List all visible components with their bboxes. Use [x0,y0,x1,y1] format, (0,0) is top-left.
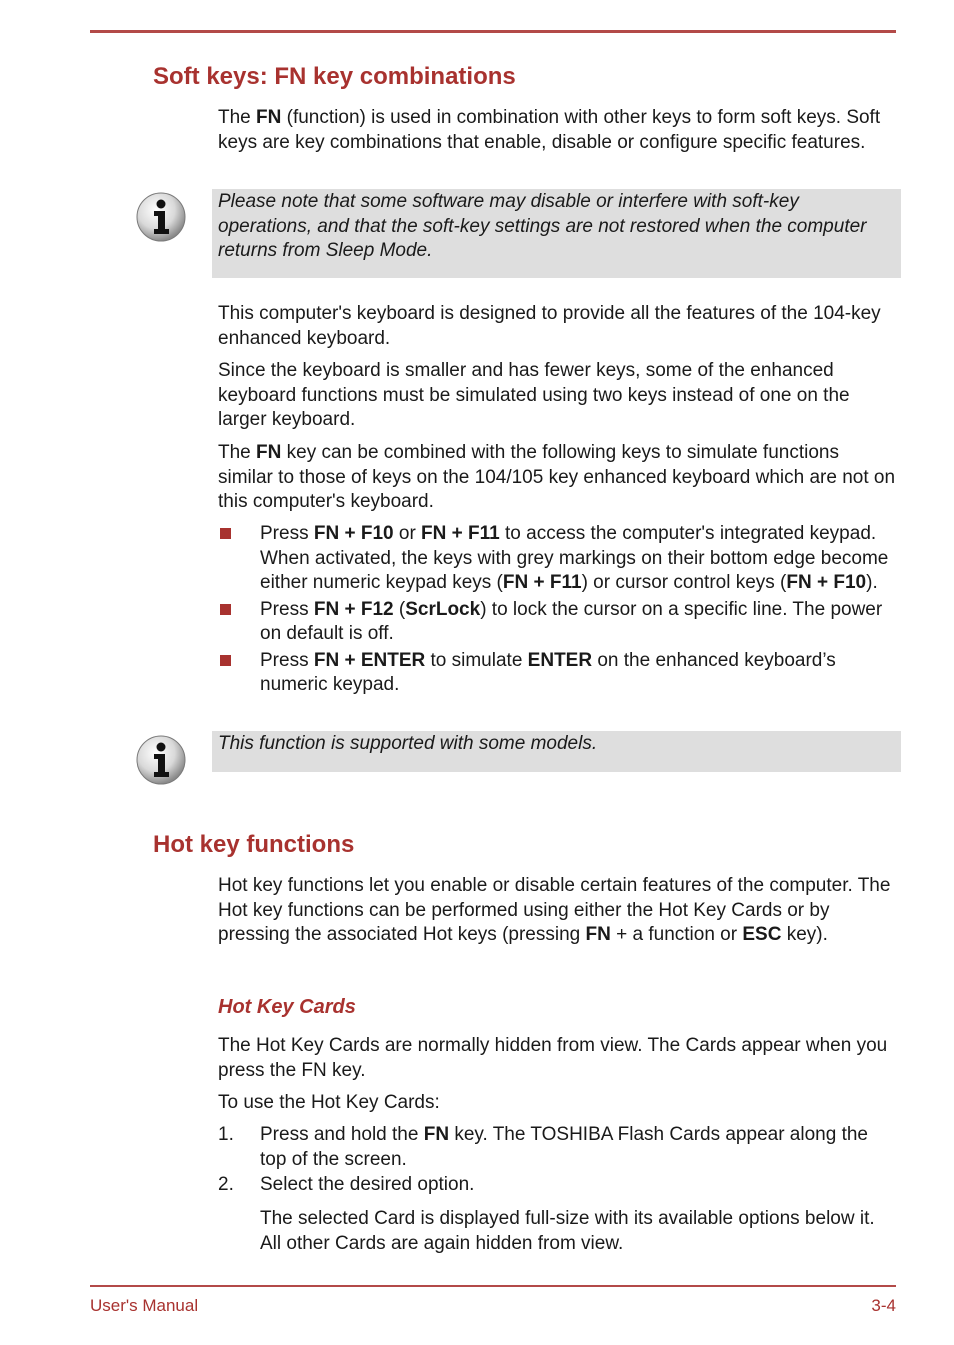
subheading-hot-key-cards: Hot Key Cards [218,996,356,1018]
paragraph-cards-hidden: The Hot Key Cards are normally hidden from view. The Cards appear when you press the FN key. [218,1035,888,1081]
bottom-rule [90,1285,896,1287]
paragraph-hot-key-intro: Hot key functions let you enable or disable certain features of the computer. The Hot key functions can be performed using either the Hot Key Cards or by pressing the associated Hot keys (pressing FN + a function or ESC key). [218,875,891,945]
info-icon [135,191,187,243]
bullet-square-icon [220,655,231,666]
list-item: 2. Select the desired option. [218,1173,898,1198]
steps-list [218,1123,898,1199]
list-item: Press FN + ENTER to simulate ENTER on the enhanced keyboard’s numeric keypad. [218,649,898,698]
note-text: This function is supported with some models. [218,733,598,754]
footer-page-number: 3-4 [871,1296,896,1315]
note-text: Please note that some software may disable or interfere with soft-key operations, and that the soft-key settings are not restored when the computer returns from Sleep Mode. [218,191,867,261]
paragraph-intro: The FN (function) is used in combination with other keys to form soft keys. Soft keys are key combinations that enable, disable or configure specific features. [218,107,881,153]
bullet-square-icon [220,604,231,615]
paragraph-fn-combine: The FN key can be combined with the following keys to simulate functions similar to those of keys on the 104/105 key enhanced keyboard which are not on this computer's keyboard. [218,442,896,512]
list-item: 1. Press and hold the FN key. The TOSHIBA Flash Cards appear along the top of the screen. [218,1124,868,1170]
paragraph-keyboard-smaller: Since the keyboard is smaller and has fewer keys, some of the enhanced keyboard functions must be simulated using two keys instead of one on the larger keyboard. [218,360,850,430]
paragraph-to-use: To use the Hot Key Cards: [218,1092,440,1113]
bullet-square-icon [220,528,231,539]
top-rule [90,30,896,33]
fn-key-bullet-list [218,522,898,700]
paragraph-keyboard-design: This computer's keyboard is designed to provide all the features of the 104-key enhanced keyboard. [218,303,881,349]
section-heading-soft-keys: Soft keys: FN key combinations [153,63,516,90]
step-number: 1. [218,1124,234,1145]
step-number: 2. [218,1174,234,1195]
list-item: Press FN + F10 or FN + F11 to access the computer's integrated keypad. When activated, the keys with grey markings on their bottom edge become either numeric keypad keys (FN + F11) or cursor control keys (FN + F10). [218,522,898,596]
note-box-soft-keys [212,189,901,278]
note-box-models [212,731,901,772]
paragraph-step2-detail: The selected Card is displayed full-size with its available options below it. All other Cards are again hidden from view. [260,1208,875,1254]
list-item: Press FN + F12 (ScrLock) to lock the cursor on a specific line. The power on default is off. [218,598,898,647]
info-icon [135,734,187,786]
section-heading-hot-keys: Hot key functions [153,831,355,858]
footer-manual-title: User's Manual [90,1296,199,1315]
